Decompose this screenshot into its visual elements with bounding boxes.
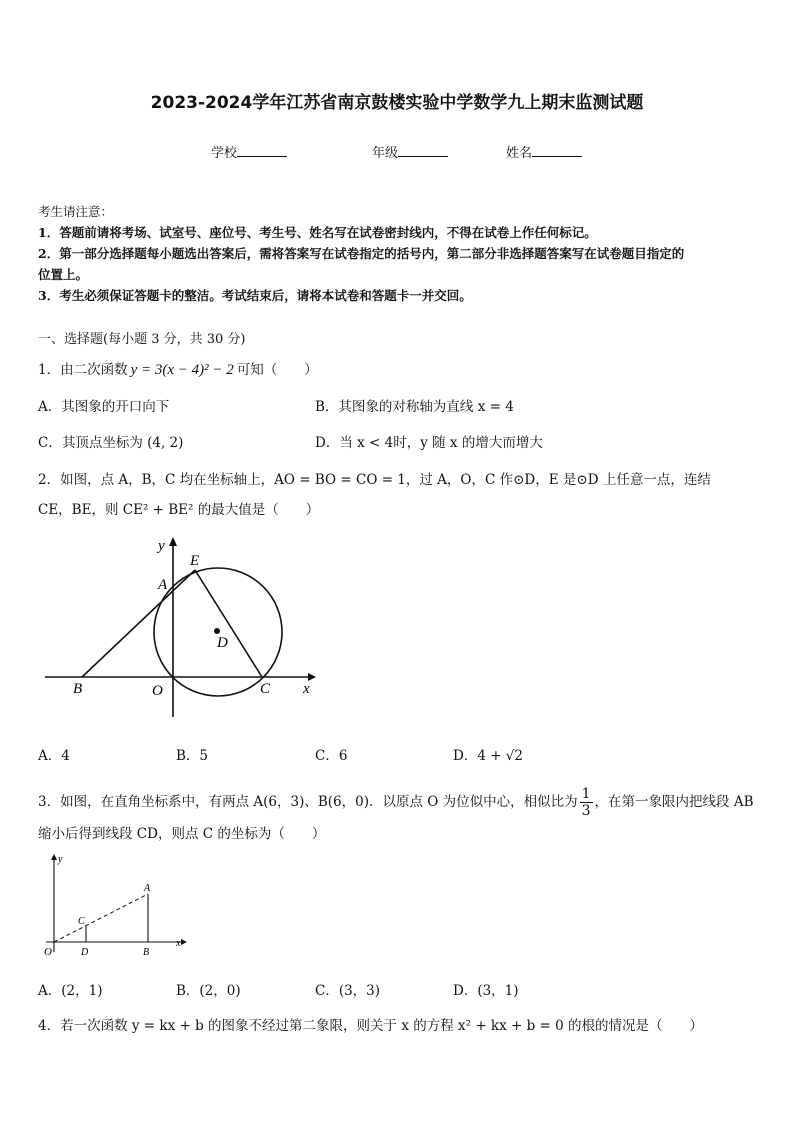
q2-option-a: A．4 (38, 748, 70, 764)
q2-label-b: B (73, 681, 83, 697)
page-title: 2023-2024学年江苏省南京鼓楼实验中学数学九上期末监测试题 (150, 93, 644, 113)
notice-heading: 考生请注意： (38, 204, 114, 219)
q3-line-2: 缩小后得到线段 CD，则点 C 的坐标为（ ） (38, 826, 326, 842)
q2-segment-be (82, 570, 195, 677)
q3-ratio-fraction (580, 786, 593, 819)
q2-label-o: O (152, 683, 163, 699)
grade-blank (398, 144, 448, 157)
grade-field (372, 142, 448, 161)
notice-item-3: 3．考生必须保证答题卡的整洁。考试结束后，请将本试卷和答题卡一并交回。 (38, 288, 472, 303)
name-field (506, 142, 582, 161)
q2-option-b: B．5 (176, 748, 209, 764)
name-blank (532, 144, 582, 157)
q3-line-1-post: ，在第一象限内把线段 AB (594, 794, 754, 810)
q1-option-b: B．其图象的对称轴为直线 x = 4 (315, 399, 514, 415)
notice-item-2-cont: 位置上。 (38, 267, 89, 282)
q2-line-2: CE，BE，则 CE² + BE² 的最大值是（ ） (38, 502, 320, 518)
q3-label-b: B (143, 947, 150, 958)
q2-option-c: C．6 (315, 748, 348, 764)
q3-label-o: O (44, 946, 52, 958)
school-label: 学校 (211, 146, 238, 161)
q3-line-1-pre: 3．如图，在直角坐标系中，有两点 A(6，3)、B(6，0)．以原点 O 为位似中心，相似比为 (38, 794, 578, 810)
q2-label-d: D (217, 635, 228, 651)
q2-label-a: A (158, 577, 168, 593)
q2-label-c: C (260, 681, 271, 697)
q2-label-e: E (190, 553, 200, 569)
q1-option-d: D．当 x < 4时，y 随 x 的增大而增大 (315, 435, 543, 451)
q3-label-d: D (81, 947, 89, 958)
q3-label-x: x (176, 938, 181, 949)
q2-center-dot (214, 628, 220, 634)
name-label: 姓名 (506, 146, 533, 161)
q3-figure (36, 852, 196, 962)
school-blank (237, 144, 287, 157)
school-field (211, 142, 287, 161)
q3-option-b: B．(2，0) (176, 983, 241, 999)
question-1 (38, 358, 318, 379)
q2-label-x: x (303, 681, 310, 697)
q1-suffix: 可知（ ） (236, 362, 318, 378)
q3-option-c: C．(3，3) (315, 983, 381, 999)
q3-line-1 (38, 786, 754, 819)
q3-x-arrow (181, 939, 187, 945)
q3-label-y: y (58, 854, 63, 865)
q1-formula: y = 3(x − 4)² − 2 (130, 362, 234, 378)
notice-item-1: 1．答题前请将考场、试室号、座位号、考生号、姓名写在试卷密封线内，不得在试卷上作任何标记。 (38, 225, 597, 240)
q1-option-a: A．其图象的开口向下 (38, 399, 170, 415)
section-heading: 一、选择题(每小题 3 分，共 30 分) (38, 332, 246, 347)
q2-option-d: D．4 + √2 (453, 748, 523, 764)
q3-label-c: C (78, 916, 85, 927)
notice-item-2: 2．第一部分选择题每小题选出答案后，需将答案写在试卷指定的括号内，第二部分非选择题答案写在试卷题目指定的 (38, 246, 685, 261)
q1-option-c: C．其顶点坐标为 (4, 2) (38, 435, 184, 451)
q1-prefix: 1．由二次函数 (38, 362, 128, 378)
q3-y-arrow (51, 854, 57, 860)
q2-label-y: y (158, 538, 165, 554)
q3-ratio-denominator: 3 (581, 803, 591, 819)
q2-segment-ce (195, 570, 262, 677)
q2-figure (40, 532, 320, 722)
q2-y-arrow (169, 537, 177, 546)
q3-option-a: A．(2，1) (38, 983, 103, 999)
question-4: 4．若一次函数 y = kx + b 的图象不经过第二象限，则关于 x 的方程 x² + kx + b = 0 的根的情况是（ ） (38, 1018, 704, 1034)
q2-x-arrow (308, 673, 316, 681)
q3-label-a: A (144, 883, 151, 894)
grade-label: 年级 (372, 146, 399, 161)
q3-dashed-oa (54, 894, 148, 942)
q3-option-d: D．(3，1) (453, 983, 519, 999)
q3-ratio-numerator: 1 (581, 786, 591, 802)
q2-line-1: 2．如图，点 A，B，C 均在坐标轴上，AO = BO = CO = 1，过 A，O，C 作⊙D，E 是⊙D 上任意一点，连结 (38, 472, 711, 488)
